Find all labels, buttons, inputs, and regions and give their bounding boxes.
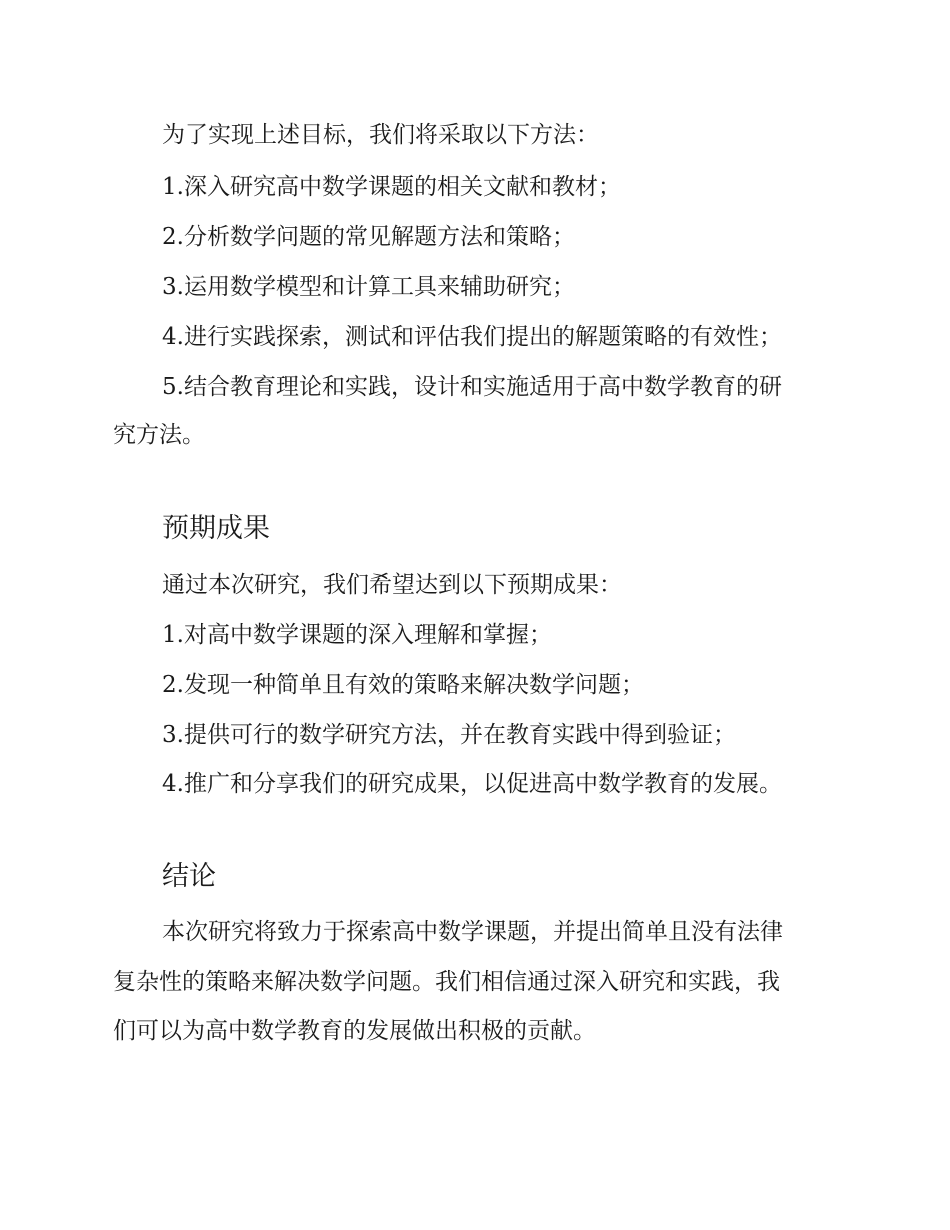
expected-item-3: 3.提供可行的数学研究方法，并在教育实践中得到验证； [162,722,736,748]
section-heading-conclusion: 结论 [162,861,216,892]
conclusion-line-1: 本次研究将致力于探索高中数学课题，并提出简单且没有法律 [162,919,783,945]
conclusion-line-2: 复杂性的策略来解决数学问题。我们相信通过深入研究和实践，我 [113,969,780,995]
expected-item-4: 4.推广和分享我们的研究成果，以促进高中数学教育的发展。 [162,771,782,797]
methods-intro: 为了实现上述目标，我们将采取以下方法： [162,122,599,148]
methods-item-5-continuation: 究方法。 [113,422,205,448]
methods-item-5: 5.结合教育理论和实践，设计和实施适用于高中数学教育的研 [162,374,782,400]
expected-item-1: 1.对高中数学课题的深入理解和掌握； [162,622,552,648]
methods-item-3: 3.运用数学模型和计算工具来辅助研究； [162,274,575,300]
conclusion-line-3: 们可以为高中数学教育的发展做出积极的贡献。 [113,1018,596,1044]
section-heading-expected-results: 预期成果 [162,513,270,544]
methods-item-2: 2.分析数学问题的常见解题方法和策略； [162,224,575,250]
expected-intro: 通过本次研究，我们希望达到以下预期成果： [162,572,622,598]
methods-item-1: 1.深入研究高中数学课题的相关文献和教材； [162,174,621,200]
expected-item-2: 2.发现一种简单且有效的策略来解决数学问题； [162,672,644,698]
methods-item-4: 4.进行实践探索，测试和评估我们提出的解题策略的有效性； [162,324,782,350]
